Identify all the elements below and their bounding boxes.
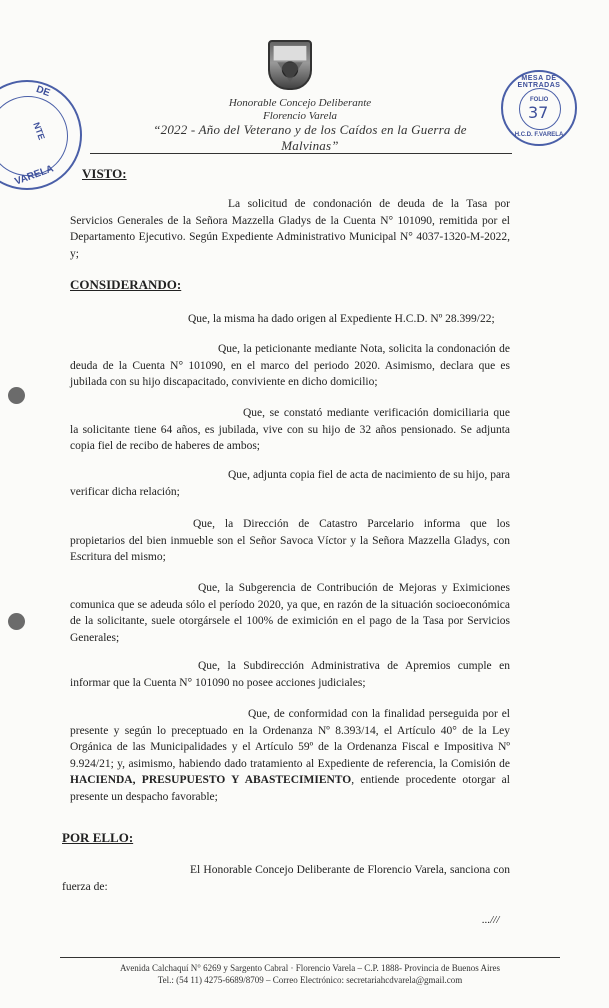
por-ello-text: El Honorable Concejo Deliberante de Florencio Varela, sanciona con fuerza de: xyxy=(62,864,510,893)
footer-contact: Tel.: (54 11) 4275-6689/8709 – Correo Electrónico: secretariahcdvarela@gmail.com xyxy=(157,975,463,985)
stamp-inner-ring xyxy=(0,96,68,176)
considerando-text: , entiende procedente otorgar al presente un despacho favorable; xyxy=(70,774,510,803)
mesa-de-entradas-stamp xyxy=(501,70,577,146)
municipal-crest-logo xyxy=(268,40,312,90)
por-ello-heading: POR ELLO: xyxy=(62,830,134,845)
considerando-item: Que, adjunta copia fiel de acta de nacimiento de su hijo, para verificar dicha relación; xyxy=(70,469,510,498)
stamp-text: VARELA xyxy=(13,163,56,188)
considerando-item: Que, se constató mediante verificación domiciliaria que la solicitante tiene 64 años, es jubilada, vive con su hijo de 32 años pensionado. Se adjunta copia fiel de recibo de haberes de ambos; xyxy=(70,407,510,452)
folio-number: 37 xyxy=(528,103,549,122)
considerando-item: Que, la Subdirección Administrativa de Apremios cumple en informar que la Cuenta N° 101090 no posee acciones judiciales; xyxy=(70,660,510,689)
stamp-text: DE xyxy=(34,83,52,100)
folio-label: FOLIO xyxy=(530,97,549,103)
punch-hole xyxy=(8,613,25,630)
considerando-heading: CONSIDERANDO: xyxy=(70,277,182,292)
header-divider xyxy=(90,153,512,154)
considerando-item: Que, la Dirección de Catastro Parcelario informa que los propietarios del bien inmueble son el Señor Savoca Víctor y la Señora Mazzella Gladys, con Escritura del mismo; xyxy=(70,518,510,563)
commission-name: HACIENDA, PRESUPUESTO Y ABASTECIMIENTO xyxy=(70,774,352,786)
visto-text: La solicitud de condonación de deuda de la Tasa por Servicios Generales de la Señora Mazzella Gladys de la Cuenta N° 101090, remitida por el Departamento Ejecutivo. Según Expediente Administrativo Municipal N° 4037-1320-M-2022, y; xyxy=(70,198,510,260)
stamp-bottom-text: H.C.D. F.VARELA xyxy=(514,132,564,138)
stamp-text: NTE xyxy=(31,120,47,142)
considerando-item: Que, la peticionante mediante Nota, solicita la condonación de deuda de la Cuenta N° 101090, en el marco del periodo 2020. Asimismo, declara que es jubilada con su hijo discapacitado, conviviente en dicho domicilio; xyxy=(70,343,510,388)
footer-divider xyxy=(60,957,560,958)
institution-name: Honorable Concejo Deliberante xyxy=(228,97,372,109)
stamp-ring-text: MESA DE ENTRADAS xyxy=(517,75,561,89)
visto-heading: VISTO: xyxy=(82,166,127,181)
punch-hole xyxy=(8,387,25,404)
considerando-text: Que, de conformidad con la finalidad perseguida por el presente y según lo preceptuado en la Ordenanza Nº 8.393/14, el Artículo 40° de la Ley Orgánica de las Municipalidades y el Artículo 59º de la Ordenanza Fiscal e Impositiva Nº 9.924/21; y, asimismo, habiendo dado tratamiento al Expediente de referencia, la Comisión de xyxy=(70,708,510,770)
considerando-item: Que, la misma ha dado origen al Expediente H.C.D. Nº 28.399/22; xyxy=(188,313,495,325)
year-motto: “2022 - Año del Veterano y de los Caídos en la Guerra de Malvinas” xyxy=(153,122,467,153)
footer-address: Avenida Calchaquí N° 6269 y Sargento Cabral · Florencio Varela – C.P. 1888- Provincia de Buenos Aires xyxy=(119,963,501,973)
city-name: Florencio Varela xyxy=(262,110,338,122)
continuation-mark: .../// xyxy=(482,914,500,926)
considerando-item xyxy=(70,706,510,805)
considerando-item: Que, la Subgerencia de Contribución de Mejoras y Eximiciones comunica que se adeuda sólo el período 2020, ya que, en razón de la situación socioeconómica de la solicitante, suele otorgársele el 100% de eximición en el pago de la Tasa por Servicios Generales; xyxy=(70,582,510,644)
left-seal-stamp xyxy=(0,80,82,190)
